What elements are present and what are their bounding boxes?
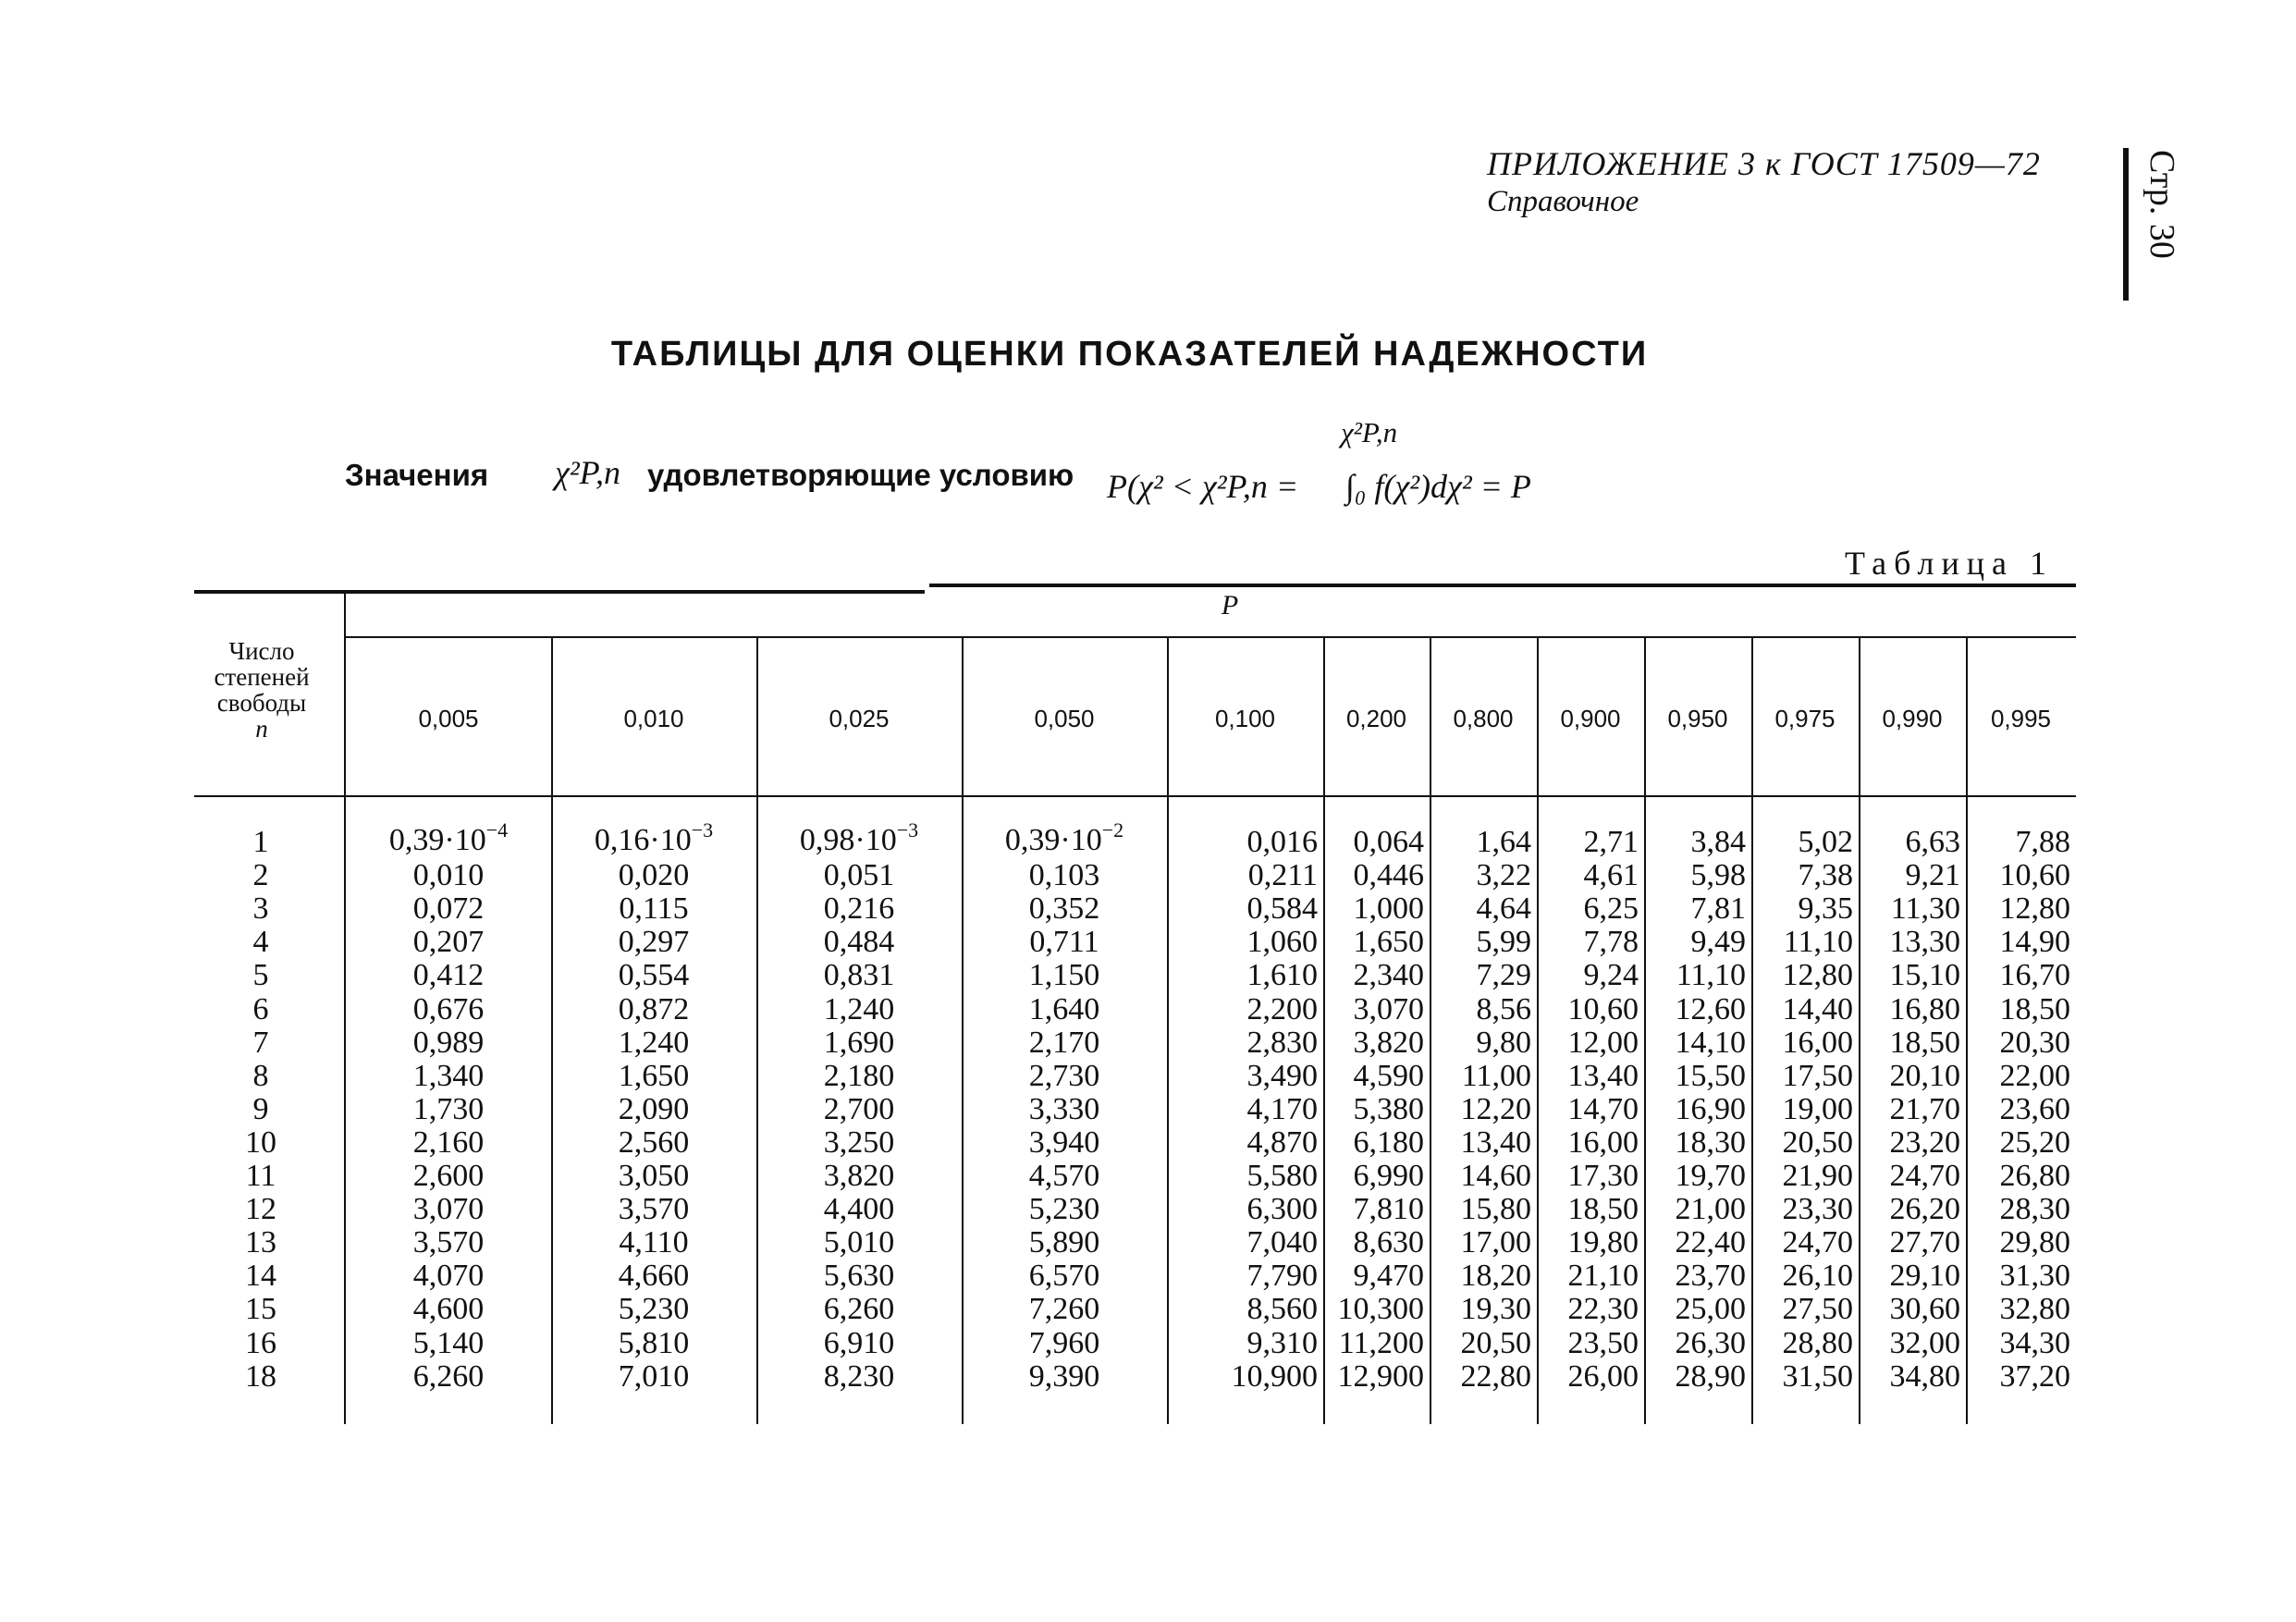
value-cell: 1,640: [1028, 991, 1100, 1026]
value-cell: 29,10: [1889, 1259, 1960, 1294]
value-cell: 1,340: [412, 1058, 485, 1093]
value-cell: 11,10: [1676, 958, 1746, 993]
value-cell: 16,70: [1999, 958, 2070, 993]
value-cell: 15,10: [1889, 958, 1960, 993]
value-cell: 26,30: [1675, 1325, 1746, 1360]
value-cell: 1,650: [1353, 925, 1424, 960]
value-cell: 14,10: [1675, 1025, 1746, 1060]
value-cell: 25,00: [1675, 1292, 1746, 1327]
value-cell: 3,570: [412, 1225, 485, 1260]
value-cell: 9,24: [1583, 958, 1639, 993]
value-cell: 7,010: [618, 1358, 690, 1394]
value-cell: 20,50: [1460, 1325, 1531, 1360]
integral-expression: ∫₀ f(χ²)dχ² = P: [1345, 468, 1531, 505]
value-cell: 2,160: [412, 1124, 485, 1160]
value-cell: 0,412: [412, 958, 485, 993]
probability-column-header: 0,995: [1990, 705, 2052, 732]
degrees-of-freedom-cell: 12: [245, 1192, 276, 1227]
value-cell: 24,70: [1782, 1225, 1853, 1260]
value-cell: 7,81: [1690, 891, 1746, 927]
value-cell: 0,115: [619, 891, 689, 927]
value-cell: 8,560: [1246, 1292, 1318, 1327]
value-cell: 16,90: [1675, 1091, 1746, 1126]
value-cell: 5,810: [618, 1325, 690, 1360]
value-cell: 0,072: [412, 891, 485, 927]
degrees-of-freedom-cell: 4: [252, 925, 269, 960]
value-cell: 3,940: [1028, 1124, 1100, 1160]
value-cell: 22,80: [1460, 1358, 1531, 1394]
degrees-of-freedom-cell: 9: [252, 1091, 269, 1126]
formula-condition-lhs: P(χ² < χ²P,n =: [1107, 468, 1299, 505]
value-cell: 20,30: [1999, 1025, 2070, 1060]
value-cell: 3,070: [1353, 991, 1424, 1026]
value-cell: 6,570: [1028, 1259, 1100, 1294]
probability-column-header: 0,800: [1453, 705, 1514, 732]
value-cell: 18,50: [1567, 1192, 1639, 1227]
value-cell: 34,30: [1999, 1325, 2070, 1360]
value-cell: 18,20: [1460, 1259, 1531, 1294]
value-cell: 16,80: [1889, 991, 1960, 1026]
value-cell: 7,810: [1353, 1192, 1424, 1227]
value-cell: 5,140: [412, 1325, 485, 1360]
value-cell: 0,297: [618, 925, 690, 960]
value-cell: 4,64: [1476, 891, 1531, 927]
value-cell: 3,070: [412, 1192, 485, 1227]
value-cell: 1,060: [1246, 925, 1318, 960]
exponent-power: −4: [485, 818, 509, 842]
value-cell: 5,98: [1690, 858, 1746, 893]
value-cell: 4,61: [1583, 858, 1639, 893]
chi-square-symbol: χ²P,n: [555, 454, 620, 491]
value-cell: 23,60: [1999, 1091, 2070, 1126]
exponent-power: −2: [1101, 818, 1124, 842]
value-cell: 13,30: [1889, 925, 1960, 960]
value-cell: 17,50: [1782, 1058, 1853, 1093]
value-cell: 0,872: [618, 991, 690, 1026]
value-cell: 4,590: [1353, 1058, 1424, 1093]
value-cell: 11,10: [1783, 925, 1853, 960]
value-cell: 2,600: [412, 1159, 485, 1193]
value-cell: 0,676: [412, 991, 485, 1026]
value-cell: 1,64: [1476, 825, 1531, 859]
value-cell: 28,80: [1782, 1325, 1853, 1360]
formula-condition-text: удовлетворяющие условию: [647, 458, 1074, 492]
degrees-of-freedom-cell: 16: [245, 1325, 276, 1360]
value-cell: 1,690: [823, 1025, 895, 1060]
value-cell: 10,900: [1231, 1358, 1318, 1394]
value-cell: 7,790: [1246, 1259, 1318, 1294]
stub-header-line: n: [255, 715, 268, 743]
value-cell: 11,30: [1890, 891, 1960, 927]
value-cell: 10,60: [1567, 991, 1639, 1026]
exponent-base: 0,16·10: [594, 823, 692, 857]
value-cell: 32,00: [1889, 1325, 1960, 1360]
value-cell: 26,80: [1999, 1159, 2070, 1193]
value-cell: 9,80: [1476, 1025, 1531, 1060]
degrees-of-freedom-cell: 1: [252, 825, 269, 859]
value-cell: 12,20: [1460, 1091, 1531, 1126]
value-cell: 26,20: [1889, 1192, 1960, 1227]
value-cell: 0,010: [412, 858, 485, 893]
header-bottom-rule: [194, 795, 2076, 797]
value-cell: 34,80: [1889, 1358, 1960, 1394]
value-cell: 7,78: [1583, 925, 1639, 960]
value-cell: 1,610: [1246, 958, 1318, 993]
value-cell: 0,352: [1028, 891, 1100, 927]
exponent-power: −3: [896, 818, 919, 842]
degrees-of-freedom-cell: 2: [252, 858, 269, 893]
page-number-text: Стр. 30: [2143, 150, 2181, 259]
value-cell: 0,711: [1029, 925, 1099, 960]
value-cell: 0,484: [823, 925, 895, 960]
value-cell: 0,016: [1246, 825, 1318, 859]
value-cell: 12,80: [1782, 958, 1853, 993]
value-cell: 28,90: [1675, 1358, 1746, 1394]
value-cell: 9,21: [1905, 858, 1960, 893]
exponent-power: −3: [691, 818, 714, 842]
value-cell: 15,50: [1675, 1058, 1746, 1093]
exponent-base: 0,98·10: [799, 823, 897, 857]
value-cell: 31,50: [1782, 1358, 1853, 1394]
value-cell: 18,30: [1675, 1124, 1746, 1160]
value-cell: 1,150: [1028, 958, 1100, 993]
value-cell: 4,170: [1246, 1091, 1318, 1126]
value-cell: 2,340: [1353, 958, 1424, 993]
value-cell: 2,170: [1028, 1025, 1100, 1060]
value-cell: 2,700: [823, 1091, 895, 1126]
probability-column-header: 0,990: [1882, 705, 1943, 732]
probability-column-header: 0,010: [623, 705, 684, 732]
value-cell: 2,180: [823, 1058, 895, 1093]
value-cell: 28,30: [1999, 1192, 2070, 1227]
value-cell: 0,989: [412, 1025, 485, 1060]
value-cell: 22,00: [1999, 1058, 2070, 1093]
value-cell: 19,30: [1460, 1292, 1531, 1327]
degrees-of-freedom-cell: 6: [252, 991, 269, 1026]
value-cell: 19,70: [1675, 1159, 1746, 1193]
value-cell: 9,35: [1798, 891, 1853, 927]
value-cell: 6,63: [1905, 825, 1960, 859]
reference-note: Справочное: [1487, 185, 1639, 218]
value-cell: 3,820: [823, 1159, 895, 1193]
value-cell: 32,80: [1999, 1292, 2070, 1327]
value-cell: 18,50: [1999, 991, 2070, 1026]
appendix-heading: ПРИЛОЖЕНИЕ 3 к ГОСТ 17509—72: [1487, 145, 2041, 182]
value-cell: 0,051: [823, 858, 895, 893]
value-cell: 21,90: [1782, 1159, 1853, 1193]
probability-column-header: 0,050: [1034, 705, 1095, 732]
value-cell: 17,30: [1567, 1159, 1639, 1193]
value-cell: 2,200: [1246, 991, 1318, 1026]
page-side-rule: [2123, 148, 2129, 301]
table-label: Таблица 1: [1845, 545, 2054, 582]
value-cell: 4,070: [412, 1259, 485, 1294]
value-cell: 5,010: [823, 1225, 895, 1260]
formula-lead-text: Значения: [345, 458, 489, 492]
value-cell: 9,470: [1353, 1259, 1424, 1294]
value-cell: 22,40: [1675, 1225, 1746, 1260]
value-cell: 5,630: [823, 1259, 895, 1294]
value-cell: 0,020: [618, 858, 690, 893]
table-top-rule-right: [929, 584, 2076, 587]
value-cell: 23,50: [1567, 1325, 1639, 1360]
probability-column-header: 0,100: [1214, 705, 1276, 732]
value-cell: 16,00: [1782, 1025, 1853, 1060]
value-cell: 19,00: [1782, 1091, 1853, 1126]
value-cell: 12,900: [1337, 1358, 1424, 1394]
value-cell: 18,50: [1889, 1025, 1960, 1060]
value-cell: 3,490: [1246, 1058, 1318, 1093]
value-cell: 20,10: [1889, 1058, 1960, 1093]
value-cell: 7,040: [1246, 1225, 1318, 1260]
value-cell: 6,260: [412, 1358, 485, 1394]
degrees-of-freedom-cell: 11: [245, 1159, 276, 1193]
value-cell: 5,230: [1028, 1192, 1100, 1227]
probability-column-header: 0,025: [829, 705, 890, 732]
exponent-base: 0,39·10: [388, 823, 486, 857]
value-cell: 21,70: [1889, 1091, 1960, 1126]
value-cell: 11,00: [1461, 1058, 1531, 1093]
value-cell-exponent: [346, 818, 551, 857]
value-cell: 21,10: [1567, 1259, 1639, 1294]
value-cell: 5,230: [618, 1292, 690, 1327]
value-cell: 4,660: [618, 1259, 690, 1294]
value-cell: 0,446: [1353, 858, 1424, 893]
value-cell: 17,00: [1460, 1225, 1531, 1260]
value-cell: 16,00: [1567, 1124, 1639, 1160]
value-cell: 2,830: [1246, 1025, 1318, 1060]
value-cell: 22,30: [1567, 1292, 1639, 1327]
stub-header-line: Число: [228, 637, 295, 665]
value-cell: 24,70: [1889, 1159, 1960, 1193]
value-cell: 0,103: [1028, 858, 1100, 893]
value-cell: 14,70: [1567, 1091, 1639, 1126]
value-cell: 8,630: [1353, 1225, 1424, 1260]
value-cell: 1,240: [823, 991, 895, 1026]
value-cell: 0,554: [618, 958, 690, 993]
value-cell: 7,88: [2015, 825, 2070, 859]
value-cell: 9,310: [1246, 1325, 1318, 1360]
probability-column-header: 0,950: [1667, 705, 1728, 732]
value-cell: 25,20: [1999, 1124, 2070, 1160]
integral-upper-limit: χ²P,n: [1341, 416, 1398, 449]
value-cell: 30,60: [1889, 1292, 1960, 1327]
stub-header-line: степеней: [214, 663, 310, 691]
value-cell: 1,650: [618, 1058, 690, 1093]
value-cell: 37,20: [1999, 1358, 2070, 1394]
value-cell: 5,02: [1798, 825, 1853, 859]
probability-column-header: 0,200: [1345, 705, 1407, 732]
degrees-of-freedom-cell: 10: [245, 1124, 276, 1160]
value-cell: 7,38: [1798, 858, 1853, 893]
value-cell: 21,00: [1675, 1192, 1746, 1227]
value-cell: 0,831: [823, 958, 895, 993]
value-cell: 0,216: [823, 891, 895, 927]
value-cell: 20,50: [1782, 1124, 1853, 1160]
stub-header-line: свободы: [216, 689, 307, 717]
value-cell: 1,730: [412, 1091, 485, 1126]
value-cell: 14,60: [1460, 1159, 1531, 1193]
value-cell: 5,580: [1246, 1159, 1318, 1193]
value-cell: 10,300: [1337, 1292, 1424, 1327]
value-cell: 0,584: [1246, 891, 1318, 927]
value-cell: 4,870: [1246, 1124, 1318, 1160]
value-cell: 13,40: [1460, 1124, 1531, 1160]
value-cell: 26,10: [1782, 1259, 1853, 1294]
value-cell-exponent: [551, 818, 756, 857]
value-cell: 4,600: [412, 1292, 485, 1327]
value-cell-exponent: [962, 818, 1167, 857]
value-cell: 2,730: [1028, 1058, 1100, 1093]
probability-column-header: 0,900: [1560, 705, 1621, 732]
value-cell: 9,49: [1690, 925, 1746, 960]
probability-column-header: 0,005: [418, 705, 479, 732]
value-cell: 3,250: [823, 1124, 895, 1160]
degrees-of-freedom-cell: 5: [252, 958, 269, 993]
value-cell: 5,890: [1028, 1225, 1100, 1260]
value-cell: 0,064: [1353, 825, 1424, 859]
value-cell: 4,110: [619, 1225, 689, 1260]
value-cell: 3,22: [1476, 858, 1531, 893]
value-cell: 2,090: [618, 1091, 690, 1126]
value-cell: 2,71: [1583, 825, 1639, 859]
exponent-base: 0,39·10: [1004, 823, 1102, 857]
value-cell: 0,211: [1247, 858, 1318, 893]
value-cell: 4,570: [1028, 1159, 1100, 1193]
value-cell: 7,260: [1028, 1292, 1100, 1327]
value-cell: 3,330: [1028, 1091, 1100, 1126]
value-cell: 3,84: [1690, 825, 1746, 859]
degrees-of-freedom-header: [192, 638, 331, 742]
value-cell: 11,200: [1338, 1325, 1424, 1360]
value-cell: 5,99: [1476, 925, 1531, 960]
value-cell: 23,30: [1782, 1192, 1853, 1227]
value-cell: 6,180: [1353, 1124, 1424, 1160]
value-cell: 3,570: [618, 1192, 690, 1227]
value-cell: 27,70: [1889, 1225, 1960, 1260]
degrees-of-freedom-cell: 8: [252, 1058, 269, 1093]
value-cell: 12,60: [1675, 991, 1746, 1026]
p-group-rule: [346, 636, 2076, 638]
value-cell: 8,56: [1476, 991, 1531, 1026]
value-cell: 10,60: [1999, 858, 2070, 893]
value-cell: 31,30: [1999, 1259, 2070, 1294]
value-cell: 29,80: [1999, 1225, 2070, 1260]
value-cell: 14,90: [1999, 925, 2070, 960]
value-cell-exponent: [756, 818, 962, 857]
value-cell: 2,560: [618, 1124, 690, 1160]
degrees-of-freedom-cell: 7: [252, 1025, 269, 1060]
page-title: ТАБЛИЦЫ ДЛЯ ОЦЕНКИ ПОКАЗАТЕЛЕЙ НАДЕЖНОСТИ: [610, 335, 1649, 374]
value-cell: 6,260: [823, 1292, 895, 1327]
probability-column-header: 0,975: [1774, 705, 1836, 732]
value-cell: 15,80: [1460, 1192, 1531, 1227]
value-cell: 3,050: [618, 1159, 690, 1193]
probability-group-header: P: [1221, 590, 1239, 621]
value-cell: 4,400: [823, 1192, 895, 1227]
value-cell: 6,25: [1583, 891, 1639, 927]
value-cell: 23,20: [1889, 1124, 1960, 1160]
degrees-of-freedom-cell: 18: [245, 1358, 276, 1394]
value-cell: 0,207: [412, 925, 485, 960]
degrees-of-freedom-cell: 14: [245, 1259, 276, 1294]
value-cell: 6,990: [1353, 1159, 1424, 1193]
value-cell: 6,910: [823, 1325, 895, 1360]
value-cell: 27,50: [1782, 1292, 1853, 1327]
value-cell: 7,960: [1028, 1325, 1100, 1360]
value-cell: 8,230: [823, 1358, 895, 1394]
table-top-rule-left: [194, 590, 925, 594]
page-number-label: [2138, 150, 2193, 307]
value-cell: 5,380: [1353, 1091, 1424, 1126]
value-cell: 1,240: [618, 1025, 690, 1060]
value-cell: 12,80: [1999, 891, 2070, 927]
value-cell: 9,390: [1028, 1358, 1100, 1394]
degrees-of-freedom-cell: 15: [245, 1292, 276, 1327]
value-cell: 3,820: [1353, 1025, 1424, 1060]
degrees-of-freedom-cell: 3: [252, 891, 269, 927]
value-cell: 1,000: [1353, 891, 1424, 927]
value-cell: 23,70: [1675, 1259, 1746, 1294]
value-cell: 26,00: [1567, 1358, 1639, 1394]
value-cell: 13,40: [1567, 1058, 1639, 1093]
value-cell: 6,300: [1246, 1192, 1318, 1227]
value-cell: 12,00: [1567, 1025, 1639, 1060]
degrees-of-freedom-cell: 13: [245, 1225, 276, 1260]
value-cell: 7,29: [1476, 958, 1531, 993]
value-cell: 14,40: [1782, 991, 1853, 1026]
value-cell: 19,80: [1567, 1225, 1639, 1260]
